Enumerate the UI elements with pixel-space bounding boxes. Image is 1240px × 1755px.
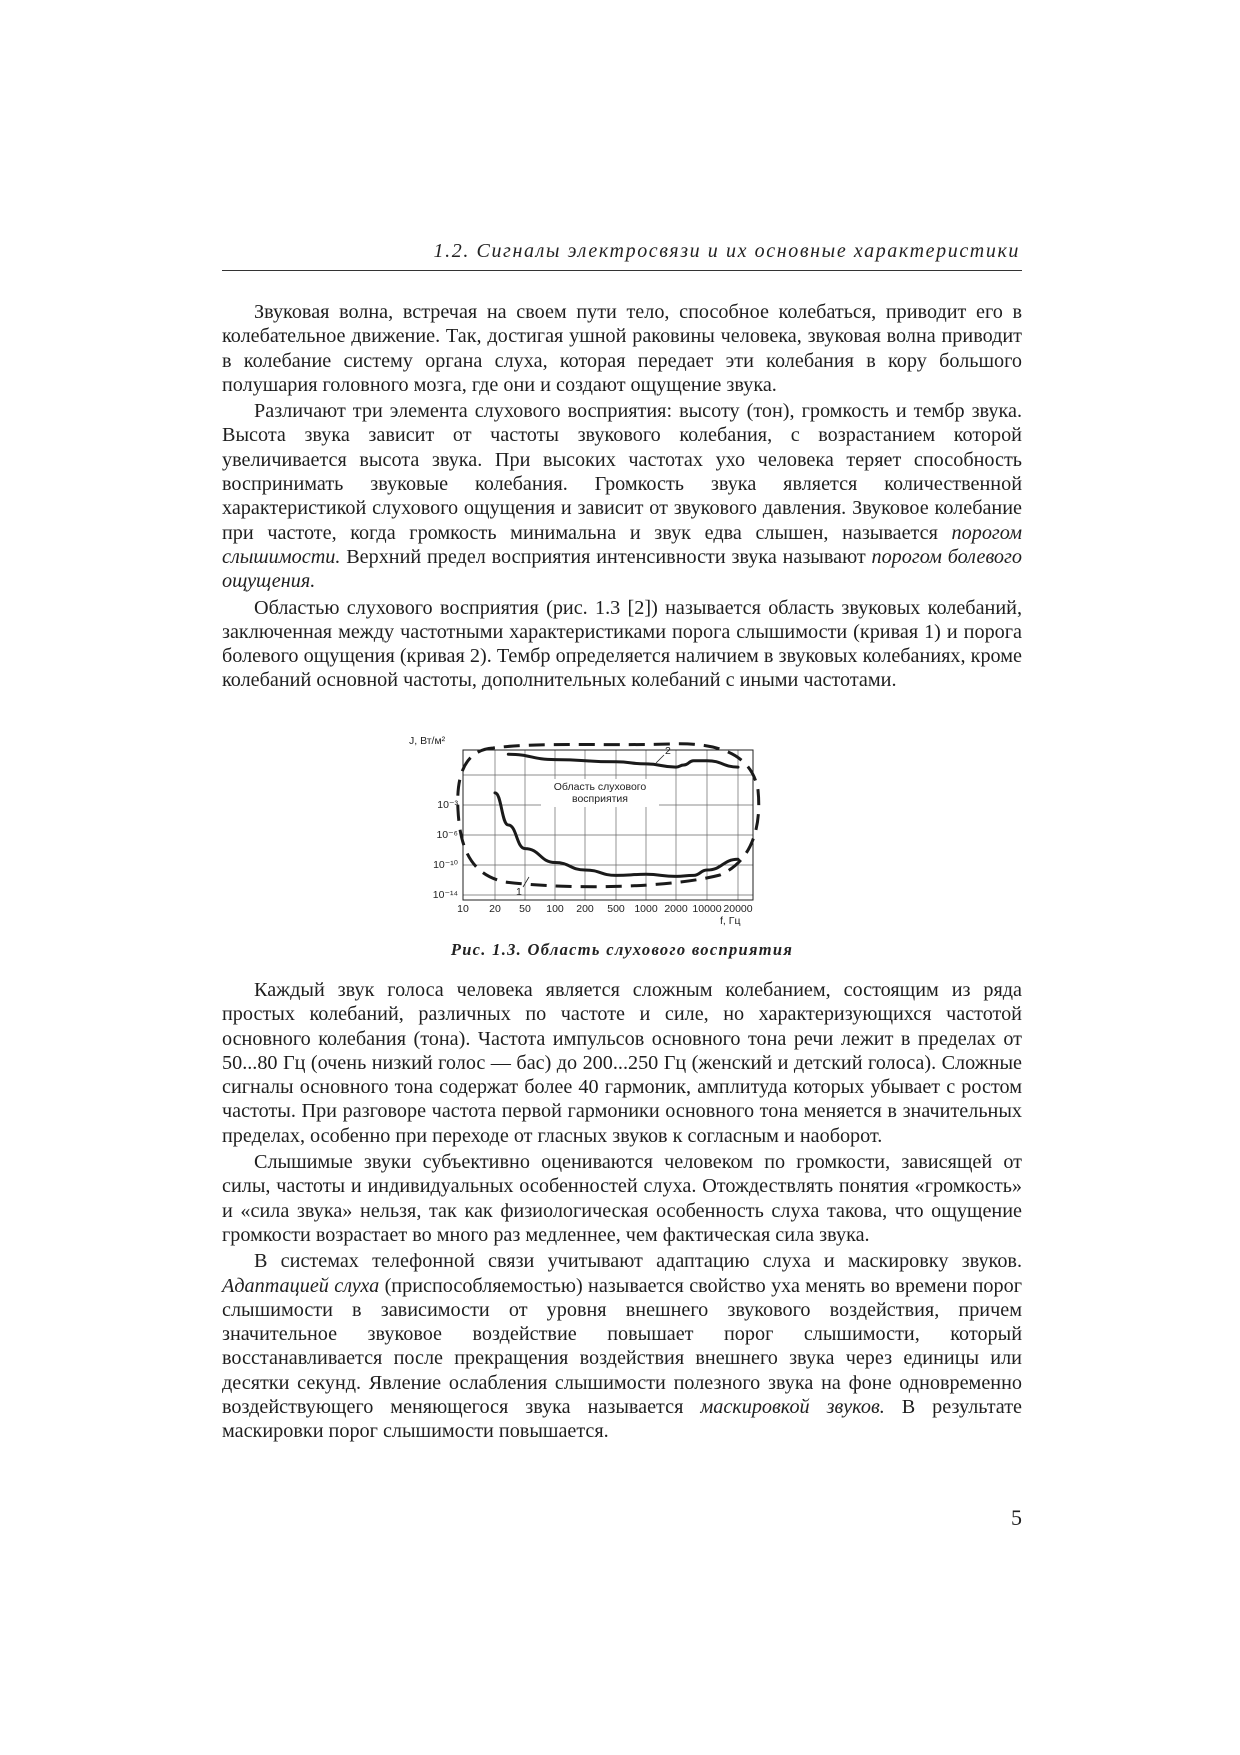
italic-term: маскировкой звуков. xyxy=(700,1396,885,1419)
text-run: Областью слухового восприятия (рис. 1.3 [2]) называется область звуковых колебаний, заключенная между частотными характеристиками порога слышимости (кривая 1) и порога болевого ощущения (кривая 2). Тембр определяется наличием в звуковых колебаниях, кроме колебаний основной частоты, дополнительных колебаний с иными частотами. xyxy=(222,596,1022,692)
curve1-label: 1 xyxy=(516,886,522,898)
x-axis-label: f, Гц xyxy=(720,915,741,927)
body-text-top xyxy=(222,300,1022,693)
text-run: Каждый звук голоса человека является сложным колебанием, состоящим из ряда простых колебаний, различных по частоте и силе, но характеризующихся частотой основного колебания (тона). Частота импульсов основного тона речи лежит в пределах от 50...80 Гц (очень низкий голос — бас) до 200...250 Гц (женский и детский голоса). Сложные сигналы основного тона содержат более 40 гармоник, амплитуда которых убывает с ростом частоты. При разговоре частота первой гармоники основного тона меняется в значительных пределах, особенно при переходе от гласных звуков к согласным и наоборот. xyxy=(222,979,1022,1147)
text-run: Звуковая волна, встречая на своем пути тело, способное колебаться, приводит его в колебательное движение. Так, достигая ушной раковины человека, звуковая волна приводит в колебание систему органа слуха, которая передает эти колебания в кору большого полушария головного мозга, где они и создают ощущение звука. xyxy=(222,301,1022,396)
paragraph xyxy=(222,978,1022,1148)
x-tick-label: 20000 xyxy=(723,903,753,915)
text-run: В результате маскировки порог слышимости повышается. xyxy=(222,1396,1022,1443)
curve1-leader xyxy=(523,877,529,887)
paragraph xyxy=(222,1249,1022,1443)
paragraph xyxy=(222,596,1022,693)
x-tick-label: 10 xyxy=(457,903,469,915)
x-tick-label: 50 xyxy=(519,903,531,915)
series-curve-2 xyxy=(508,754,738,767)
paragraph xyxy=(222,300,1022,397)
curve2-label: 2 xyxy=(665,745,671,757)
x-tick-label: 100 xyxy=(546,903,564,915)
figure-caption: Рис. 1.3. Область слухового восприятия xyxy=(450,940,794,959)
y-tick-label: 10⁻⁶ xyxy=(436,829,458,841)
italic-term: Адаптацией слуха xyxy=(222,1274,380,1297)
curve2-leader xyxy=(656,755,664,763)
x-tick-label: 20 xyxy=(489,903,501,915)
text-run: (приспособляемостью) называется свойство уха менять во времени порог слышимости в зависимости от уровня внешнего звукового воздействия, причем значительное звуковое воздействие повышает порог слышимости, который восстанавливается после прекращения воздействия внешнего звука через единицы или десятки секунд. Явление ослабления слышимости полезного звука на фоне одновременно воздействующего меняющегося звука называется xyxy=(222,1274,1022,1419)
x-tick-label: 200 xyxy=(576,903,594,915)
body-text-bottom xyxy=(222,978,1022,1444)
text-run: Различают три элемента слухового восприятия: высоту (тон), громкость и тембр звука. Высота звука зависит от частоты звукового колебания, с возрастанием которой увеличивается высота звука. При высоких частотах ухо человека теряет способность воспринимать звуковые колебания. Громкость звука является количественной характеристикой слухового ощущения и зависит от звукового давления. Звуковое колебание при частоте, когда громкость минимальна и звук едва слышен, называется xyxy=(222,400,1022,544)
x-tick-label: 500 xyxy=(607,903,625,915)
figure-auditory-area xyxy=(409,730,820,930)
running-head: 1.2. Сигналы электросвязи и их основные характеристики xyxy=(433,240,1020,262)
region-label-line1: Область слухового xyxy=(553,781,647,793)
text-run: Слышимые звуки субъективно оцениваются человеком по громкости, зависящей от силы, частоты и индивидуальных особенностей слуха. Отождествлять понятия «громкость» и «сила звука» нельзя, так как физиологическая особенность слуха такова, что ощущение громкости возрастает во много раз медленнее, чем фактическая сила звука. xyxy=(222,1151,1022,1246)
paragraph xyxy=(222,1150,1022,1247)
header-rule xyxy=(222,270,1022,271)
x-tick-label: 10000 xyxy=(692,903,722,915)
x-tick-label: 1000 xyxy=(634,903,658,915)
region-label-line2: восприятия xyxy=(572,793,628,805)
italic-term: порогом болевого ощущения. xyxy=(222,545,1022,593)
page-number: 5 xyxy=(1011,1505,1022,1530)
y-tick-label: 10⁻¹⁴ xyxy=(432,889,458,901)
y-axis-label: J, Вт/м² xyxy=(409,735,446,747)
paragraph xyxy=(222,399,1022,593)
text-run: В системах телефонной связи учитывают адаптацию слуха и маскировку звуков. xyxy=(254,1250,1022,1273)
italic-term: порогом слышимости. xyxy=(222,521,1022,568)
y-tick-label: 10⁻¹⁰ xyxy=(433,859,458,871)
chart-svg xyxy=(409,730,820,930)
x-tick-label: 2000 xyxy=(664,903,688,915)
y-tick-label: 10⁻³ xyxy=(437,799,458,811)
text-run: Верхний предел восприятия интенсивности звука называют xyxy=(340,545,872,568)
